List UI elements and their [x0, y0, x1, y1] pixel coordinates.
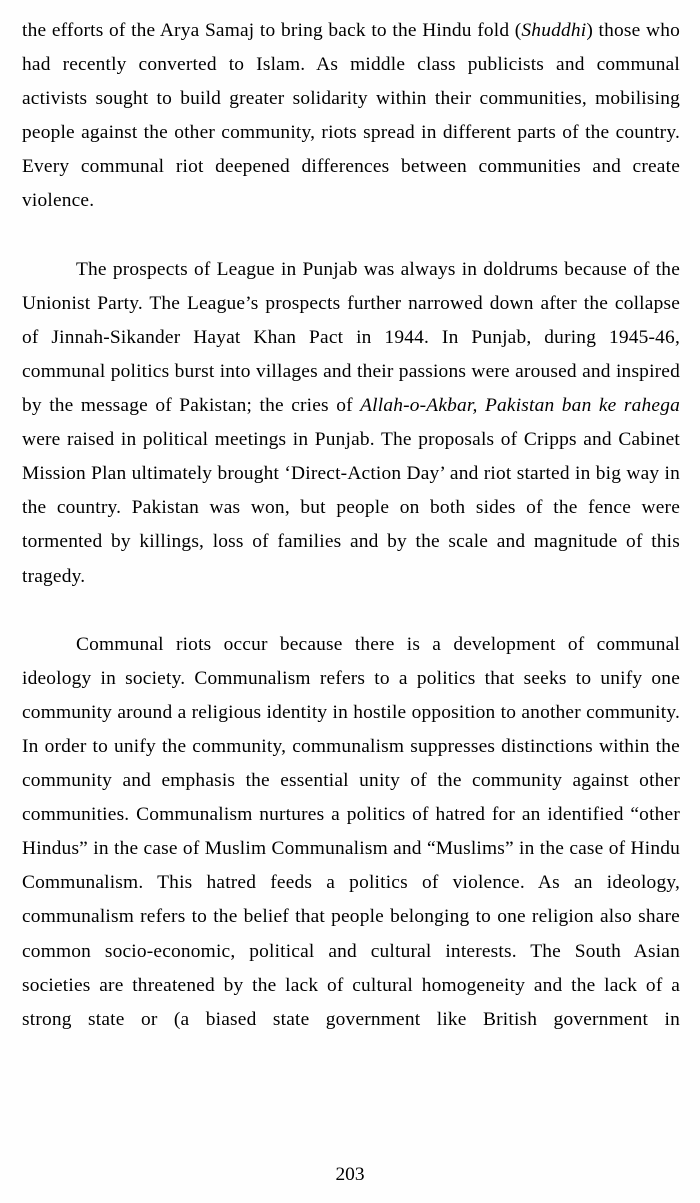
text-run: were raised in political meetings in Punjab. The proposals of Cripps and Cabinet Mission Plan ultimately brought ‘Direct-Action Day’ and riot started in big way in the country. Pakistan was won, but people on both sides of the fence were tormented by killings, loss of families and by the scale and magnitude of this tragedy.: [22, 429, 680, 587]
text-run: Communal riots occur because there is a development of communal ideology in society. Communalism refers to a politics that seeks to unify one community around a religious identity in hostile opposition to another community. In order to unify the community, communalism suppresses distinctions within the community and emphasis the essential unity of the community against other communities. Communalism nurtures a politics of hatred for an identified “other Hindus” in the case of Muslim Communalism and “Muslims” in the case of Hindu Communalism. This hatred feeds a politics of violence. As an ideology, communalism refers to the belief that people belonging to one religion also share common socio-economic, political and cultural interests. The South Asian societies are threatened by the lack of cultural homogeneity and the lack of a strong state or (a biased state government like British government in: [22, 633, 680, 1030]
body-text-column: [22, 14, 680, 1071]
emphasis-run: Shuddhi: [521, 20, 587, 41]
paragraph-2: [22, 253, 680, 628]
text-run: the efforts of the Arya Samaj to bring back to the Hindu fold (: [22, 20, 522, 41]
paragraph-1: [22, 14, 680, 253]
text-run: The prospects of League in Punjab was always in doldrums because of the Unionist Party. The League’s prospects further narrowed down after the collapse of Jinnah-Sikander Hayat Khan Pact in 1944. In Punjab, during 1945-46, communal politics burst into villages and their passions were aroused and inspired by the message of Pakistan; the cries of: [22, 258, 680, 417]
emphasis-run: Allah-o-Akbar, Pakistan ban ke rahega: [360, 395, 680, 417]
text-run: ) those who had recently converted to Islam. As middle class publicists and communal activists sought to build greater solidarity within their communities, mobilising people against the other community, riots spread in different parts of the country. Every communal riot deepened differences between communities and create violence.: [22, 20, 680, 212]
page-number: 203: [335, 1164, 365, 1185]
paragraph-3: [22, 628, 680, 1071]
